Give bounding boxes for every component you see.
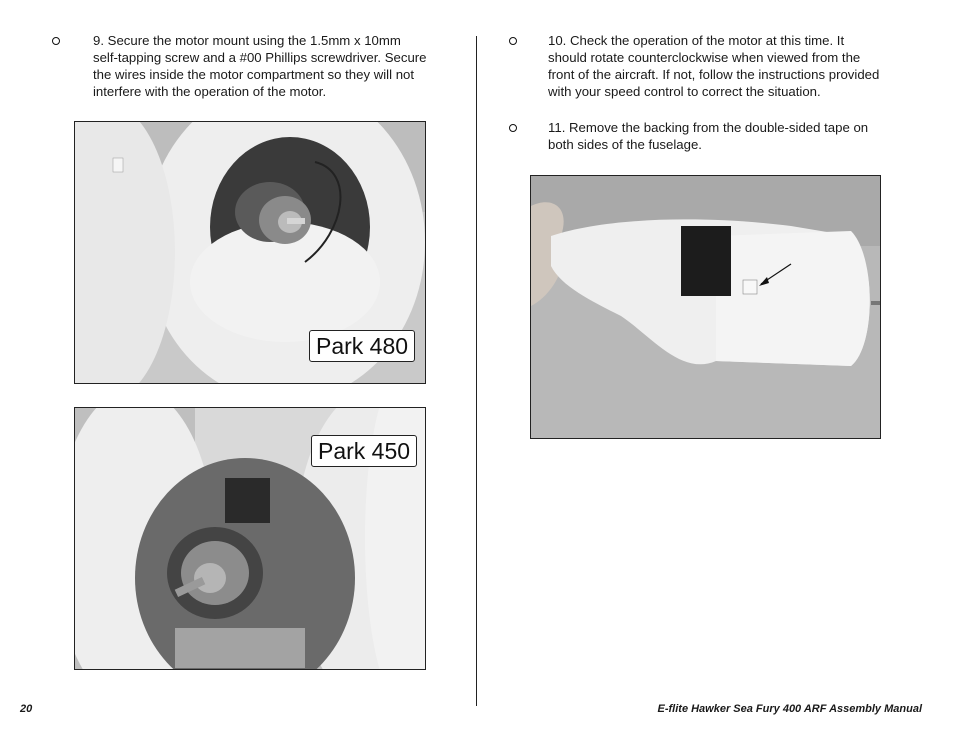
step-11-line: both sides of the fuselage. (548, 137, 702, 152)
photo-park-480-motor (74, 121, 426, 384)
photo-park-450-motor (74, 407, 426, 670)
checkbox-bullet-step-10 (509, 37, 517, 45)
checkbox-bullet-step-9 (52, 37, 60, 45)
photo-label-park-480: Park 480 (309, 330, 415, 362)
checkbox-bullet-step-11 (509, 124, 517, 132)
step-11-text (548, 119, 918, 153)
step-10-line: front of the aircraft. If not, follow the instructions provided (548, 67, 880, 82)
manual-title-footer: E-flite Hawker Sea Fury 400 ARF Assembly Manual (657, 703, 922, 715)
step-9-line: 9. Secure the motor mount using the 1.5mm x 10mm (93, 33, 401, 48)
photo-fuselage-tape (530, 175, 881, 439)
step-11-line: 11. Remove the backing from the double-sided tape on (548, 120, 869, 135)
step-10-line: 10. Check the operation of the motor at this time. It (548, 33, 845, 48)
step-10-line: should rotate counterclockwise when viewed from the (548, 50, 861, 65)
step-10-line: with your speed control to correct the situation. (548, 84, 821, 99)
photo-fuselage-image (531, 176, 880, 438)
step-9-line: the wires inside the motor compartment so they will not (93, 67, 415, 82)
photo-label-park-450: Park 450 (311, 435, 417, 467)
step-9-text (93, 32, 463, 100)
step-9-line: self-tapping screw and a #00 Phillips screwdriver. Secure (93, 50, 427, 65)
step-9-line: interfere with the operation of the motor. (93, 84, 327, 99)
step-10-text (548, 32, 918, 100)
page-number: 20 (20, 703, 33, 715)
column-divider (476, 36, 477, 706)
